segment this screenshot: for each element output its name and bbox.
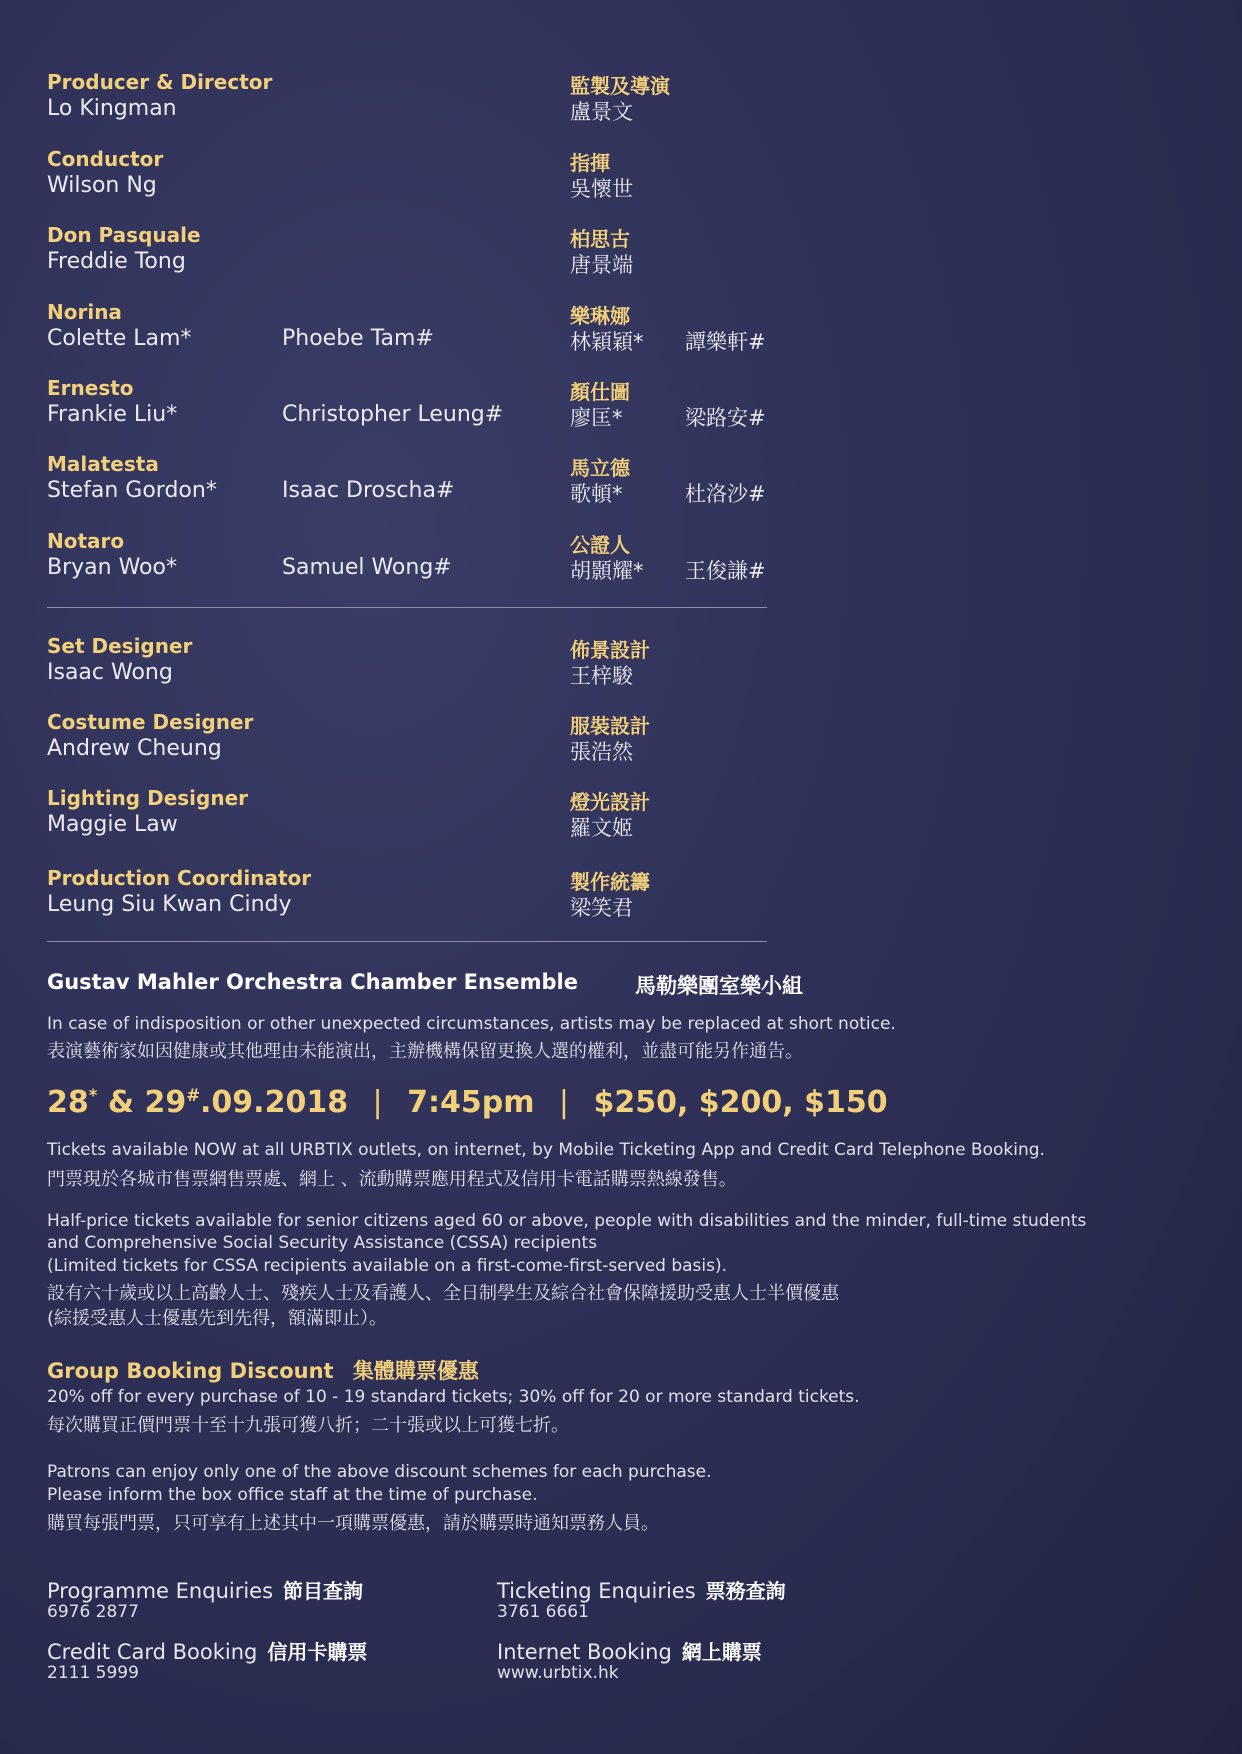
performance-time: 7:45pm — [407, 1085, 535, 1120]
credit-role-zh: 樂琳娜 — [570, 304, 630, 328]
credit-role-en: Conductor — [47, 147, 164, 171]
credit-role-en: Don Pasquale — [47, 223, 201, 247]
credit-role-en: Norina — [47, 300, 122, 324]
enquiry-label-zh: 信用卡購票 — [267, 1640, 368, 1664]
enquiry-label-en: Internet Booking — [497, 1640, 672, 1664]
group-booking-zh: 每次購買正價門票十至十九張可獲八折；二十張或以上可獲七折。 — [47, 1415, 569, 1436]
half-price-en-2: and Comprehensive Social Security Assistance (CSSA) recipients — [47, 1233, 598, 1253]
credit-name-zh: 杜洛沙# — [685, 482, 766, 506]
crew-name-en: Isaac Wong — [47, 660, 173, 685]
crew-role-zh: 服裝設計 — [570, 714, 650, 738]
credit-name-en: Stefan Gordon* — [47, 478, 217, 503]
date-day-2: 29 — [144, 1085, 187, 1120]
group-title-zh: 集體購票優惠 — [352, 1359, 479, 1383]
crew-role-zh: 佈景設計 — [570, 638, 650, 662]
credit-name-en: Phoebe Tam# — [282, 326, 434, 351]
half-price-en-3: (Limited tickets for CSSA recipients available on a first-come-first-served basis). — [47, 1256, 728, 1276]
credit-name-zh: 歌頓* — [570, 482, 623, 506]
crew-role-zh: 燈光設計 — [570, 790, 650, 814]
separator: | — [372, 1085, 383, 1120]
crew-name-zh: 梁笑君 — [570, 896, 633, 920]
enquiry-value[interactable]: 3761 6661 — [497, 1602, 589, 1622]
credit-name-zh: 梁路安# — [685, 406, 766, 430]
half-price-zh-2: (綜援受惠人士優惠先到先得，額滿即止）。 — [47, 1308, 388, 1329]
ensemble-name-zh: 馬勒樂團室樂小組 — [635, 974, 803, 998]
group-title-en: Group Booking Discount — [47, 1359, 334, 1383]
enquiry-label-zh: 節目查詢 — [283, 1579, 364, 1603]
ensemble-name-en: Gustav Mahler Orchestra Chamber Ensemble — [47, 970, 578, 994]
patrons-en-2: Please inform the box office staff at the time of purchase. — [47, 1485, 538, 1505]
crew-role-en: Costume Designer — [47, 710, 254, 734]
enquiry-credit-card — [47, 1636, 367, 1665]
half-price-en-1: Half-price tickets available for senior citizens aged 60 or above, people with disabilities and the minder, full-time students — [47, 1211, 1087, 1231]
credit-name-zh: 譚樂軒# — [685, 330, 766, 354]
date-amp: & — [97, 1085, 145, 1120]
enquiry-label-en: Programme Enquiries — [47, 1579, 274, 1603]
crew-role-zh: 製作統籌 — [570, 870, 650, 894]
credit-name-en: Samuel Wong# — [282, 555, 452, 580]
credit-name-en: Isaac Droscha# — [282, 478, 455, 503]
half-price-zh-1: 設有六十歲或以上高齡人士、殘疾人士及看護人、全日制學生及綜合社會保障援助受惠人士半價優惠 — [47, 1283, 839, 1304]
enquiry-ticketing — [497, 1575, 786, 1604]
credit-name-zh: 吳懷世 — [570, 177, 633, 201]
divider — [47, 607, 767, 608]
enquiry-programme — [47, 1575, 363, 1604]
credit-name-zh: 盧景文 — [570, 100, 633, 124]
date-mark-1: * — [88, 1086, 98, 1105]
credit-role-zh: 監製及導演 — [570, 74, 670, 98]
credit-name-en: Colette Lam* — [47, 326, 192, 351]
crew-name-zh: 羅文姬 — [570, 816, 633, 840]
group-booking-en: 20% off for every purchase of 10 - 19 standard tickets; 30% off for 20 or more standard tickets. — [47, 1387, 860, 1407]
crew-name-zh: 王梓駿 — [570, 664, 633, 688]
separator: | — [558, 1085, 570, 1120]
credit-role-zh: 柏思古 — [570, 227, 630, 251]
enquiry-value[interactable]: 2111 5999 — [47, 1663, 139, 1683]
credit-name-en: Wilson Ng — [47, 173, 157, 198]
credit-name-en: Lo Kingman — [47, 96, 177, 121]
credit-name-zh: 唐景端 — [570, 253, 633, 277]
enquiry-label-en: Ticketing Enquiries — [497, 1579, 696, 1603]
credit-name-zh: 廖匡* — [570, 406, 623, 430]
credit-name-en: Christopher Leung# — [282, 402, 504, 427]
crew-role-en: Lighting Designer — [47, 786, 248, 810]
date-day-1: 28 — [47, 1085, 89, 1120]
divider — [47, 941, 767, 942]
enquiry-value[interactable]: 6976 2877 — [47, 1602, 139, 1622]
crew-role-en: Set Designer — [47, 634, 193, 658]
credit-name-en: Bryan Woo* — [47, 555, 177, 580]
patrons-en-1: Patrons can enjoy only one of the above discount schemes for each purchase. — [47, 1462, 712, 1482]
credit-role-zh: 指揮 — [570, 151, 610, 175]
credit-role-en: Malatesta — [47, 452, 159, 476]
patrons-zh: 購買每張門票，只可享有上述其中一項購票優惠，請於購票時通知票務人員。 — [47, 1513, 659, 1534]
notice-en: In case of indisposition or other unexpected circumstances, artists may be replaced at short notice. — [47, 1014, 896, 1034]
credit-name-en: Freddie Tong — [47, 249, 186, 274]
enquiry-label-zh: 網上購票 — [681, 1640, 762, 1664]
enquiry-internet — [497, 1636, 762, 1665]
enquiry-label-zh: 票務查詢 — [705, 1579, 786, 1603]
crew-name-zh: 張浩然 — [570, 740, 633, 764]
performance-info — [47, 1085, 888, 1120]
tickets-zh: 門票現於各城市售票網售票處、網上 、流動購票應用程式及信用卡電話購票熱線發售。 — [47, 1169, 737, 1190]
credit-name-en: Frankie Liu* — [47, 402, 178, 427]
credit-role-zh: 顏仕圖 — [570, 380, 630, 404]
crew-role-en: Production Coordinator — [47, 866, 312, 890]
ticket-prices: $250, $200, $150 — [593, 1085, 888, 1120]
tickets-en: Tickets available NOW at all URBTIX outlets, on internet, by Mobile Ticketing App and Credit Card Telephone Booking. — [47, 1140, 1045, 1160]
enquiry-label-en: Credit Card Booking — [47, 1640, 258, 1664]
credit-role-en: Producer & Director — [47, 70, 273, 94]
credit-role-zh: 公證人 — [570, 533, 630, 557]
date-rest: .09.2018 — [200, 1085, 349, 1120]
crew-name-en: Andrew Cheung — [47, 736, 222, 761]
crew-name-en: Leung Siu Kwan Cindy — [47, 892, 292, 917]
credit-role-en: Ernesto — [47, 376, 134, 400]
credit-name-zh: 胡顥耀* — [570, 559, 644, 583]
credit-name-zh: 王俊謙# — [685, 559, 766, 583]
crew-name-en: Maggie Law — [47, 812, 178, 837]
credit-role-en: Notaro — [47, 529, 125, 553]
credit-name-zh: 林穎穎* — [570, 330, 644, 354]
notice-zh: 表演藝術家如因健康或其他理由未能演出，主辦機構保留更換人選的權利，並盡可能另作通告。 — [47, 1041, 803, 1062]
credit-role-zh: 馬立德 — [570, 456, 630, 480]
group-booking-title — [47, 1355, 479, 1385]
internet-booking-link[interactable]: www.urbtix.hk — [497, 1663, 619, 1683]
date-mark-2: # — [186, 1086, 201, 1105]
